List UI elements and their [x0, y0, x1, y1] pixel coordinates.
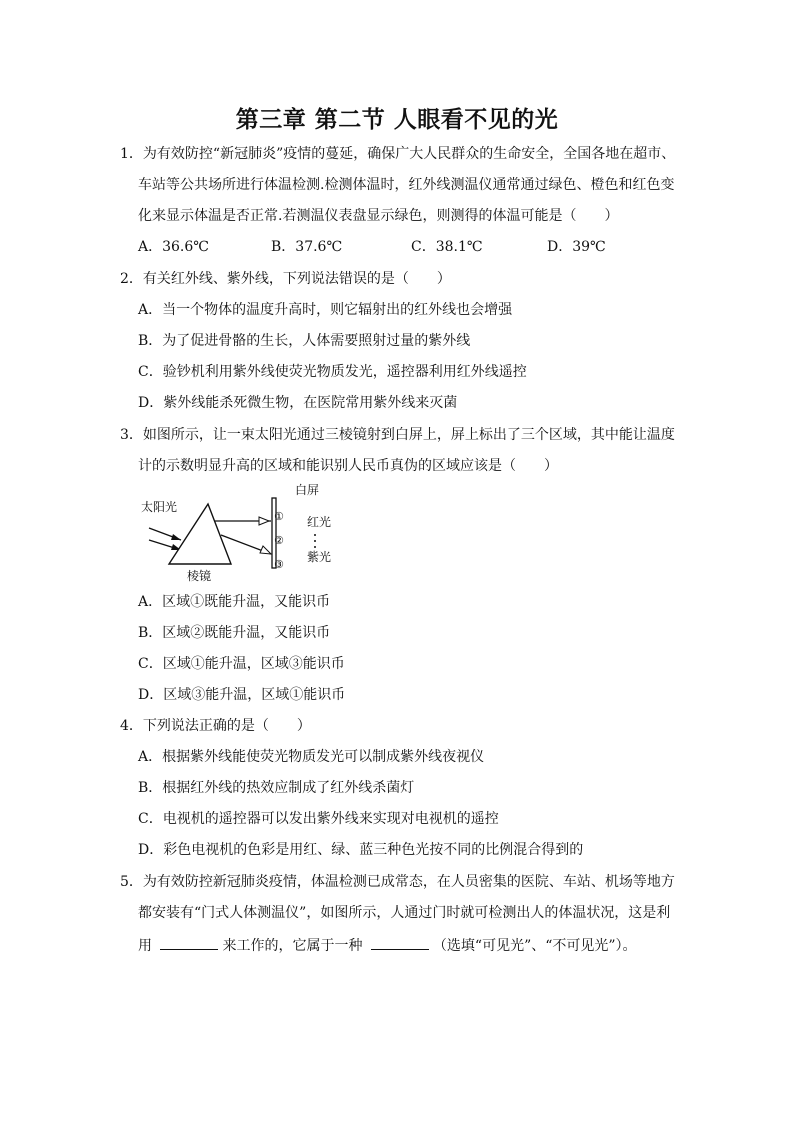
q3-stem-line-1: 3．如图所示，让一束太阳光通过三棱镜射到白屏上，屏上标出了三个区域，其中能让温度 [120, 427, 675, 443]
region-1-label: ① [274, 510, 284, 523]
q1-option-c[interactable]: C．38.1℃ [411, 239, 483, 255]
ellipsis-dot [314, 534, 316, 536]
q3-option-c[interactable]: C．区域①能升温，区域③能识币 [138, 656, 345, 672]
prism-shape [169, 504, 231, 564]
q5-fill-text-1: 用 [138, 938, 152, 954]
q5-fill-line [138, 935, 637, 955]
q5-stem-line-1: 5．为有效防控新冠肺炎疫情，体温检测已成常态，在人员密集的医院、车站、机场等地方 [120, 874, 675, 890]
q5-answer-blank-1[interactable] [160, 935, 218, 950]
arrow-head-icon [259, 517, 269, 525]
q5-stem-line-2: 都安装有“门式人体测温仪”，如图所示，人通过门时就可检测出人的体温状况，这是利 [138, 905, 671, 921]
q2-option-a[interactable]: A．当一个物体的温度升高时，则它辐射出的红外线也会增强 [138, 302, 513, 318]
q4-option-c[interactable]: C．电视机的遥控器可以发出紫外线来实现对电视机的遥控 [138, 811, 499, 827]
q1-stem-line-2: 车站等公共场所进行体温检测.检测体温时，红外线测温仪通常通过绿色、橙色和红色变 [138, 177, 675, 193]
region-2-label: ② [274, 534, 284, 547]
region-3-label: ③ [274, 558, 284, 571]
q1-option-b[interactable]: B．37.6℃ [271, 239, 343, 255]
sun-label: 太阳光 [141, 500, 178, 514]
prism-figure [135, 480, 375, 585]
violet-light-label: 紫光 [307, 550, 332, 564]
q3-option-b[interactable]: B．区域②既能升温，又能识币 [138, 625, 331, 641]
prism-label: 棱镜 [187, 569, 212, 583]
q1-stem-line-1: 1．为有效防控“新冠肺炎”疫情的蔓延，确保广大人民群众的生命安全，全国各地在超市、 [120, 146, 676, 162]
q1-stem-line-3: 化来显示体温是否正常.若测温仪表盘显示绿色，则测得的体温可能是（ ） [138, 208, 619, 224]
arrow-head-icon [171, 534, 181, 540]
screen-label: 白屏 [295, 483, 320, 497]
arrow-head-icon [260, 546, 271, 554]
q1-option-d[interactable]: D．39℃ [547, 239, 606, 255]
q3-stem-line-2: 计的示数明显升高的区域和能识别人民币真伪的区域应该是（ ） [138, 458, 558, 474]
q2-option-b[interactable]: B．为了促进骨骼的生长，人体需要照射过量的紫外线 [138, 333, 471, 349]
q1-option-a[interactable]: A．36.6℃ [138, 239, 209, 255]
q4-option-b[interactable]: B．根据红外线的热效应制成了红外线杀菌灯 [138, 780, 415, 796]
ellipsis-dot [314, 540, 316, 542]
q2-option-d[interactable]: D．紫外线能杀死微生物，在医院常用紫外线来灭菌 [138, 395, 458, 411]
q2-option-c[interactable]: C．验钞机利用紫外线使荧光物质发光，遥控器利用红外线遥控 [138, 364, 527, 380]
q3-option-d[interactable]: D．区域③能升温，区域①能识币 [138, 687, 346, 703]
q5-fill-text-3: （选填“可见光”、“不可见光”）。 [432, 938, 637, 954]
red-light-label: 红光 [307, 515, 332, 529]
q4-option-a[interactable]: A．根据紫外线能使荧光物质发光可以制成紫外线夜视仪 [138, 749, 485, 765]
q4-stem: 4．下列说法正确的是（ ） [120, 718, 311, 734]
q3-option-a[interactable]: A．区域①既能升温，又能识币 [138, 594, 331, 610]
q2-stem: 2．有关红外线、紫外线，下列说法错误的是（ ） [120, 271, 451, 287]
q4-option-d[interactable]: D．彩色电视机的色彩是用红、绿、蓝三种色光按不同的比例混合得到的 [138, 842, 584, 858]
page-title: 第三章 第二节 人眼看不见的光 [235, 106, 559, 133]
q5-answer-blank-2[interactable] [371, 935, 429, 950]
ellipsis-dot [314, 546, 316, 548]
q5-fill-text-2: 来工作的，它属于一种 [222, 938, 363, 954]
